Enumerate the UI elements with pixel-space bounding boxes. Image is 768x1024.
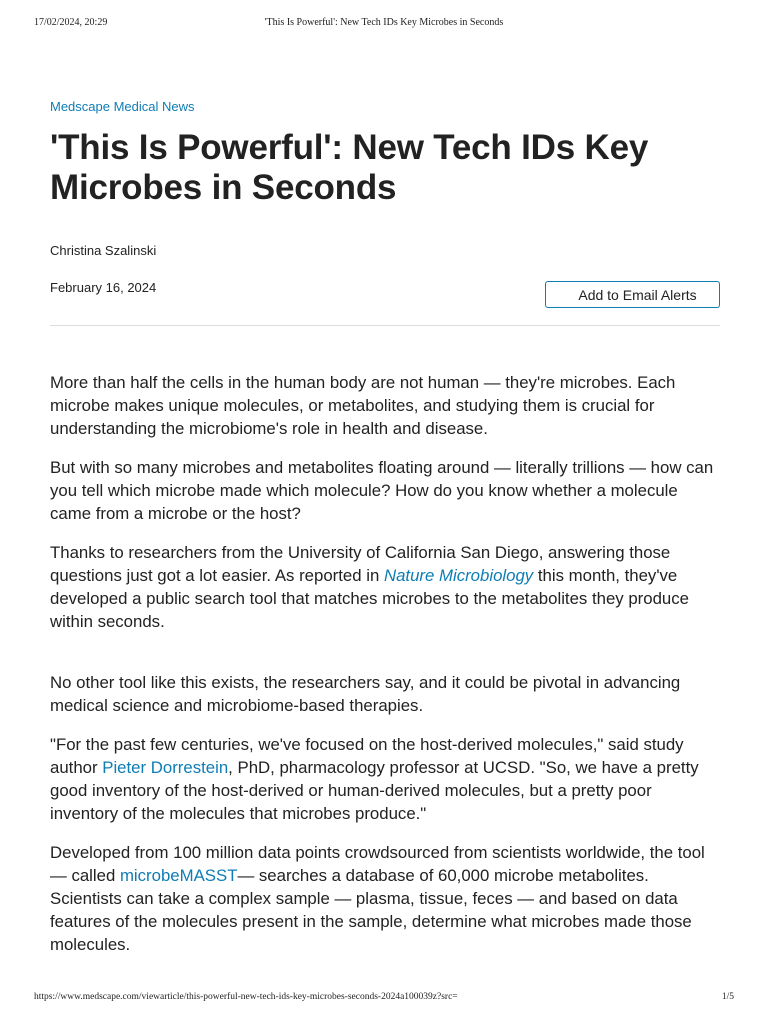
paragraph xyxy=(50,733,720,825)
paragraph-text: Thanks to researchers from the University of California San Diego, answering those questions just got a lot easier. As reported in xyxy=(50,543,671,585)
paragraph: But with so many microbes and metabolites floating around — literally trillions — how can you tell which microbe made which molecule? How do you know whether a molecule came from a microbe or the host? xyxy=(50,458,714,523)
article-meta-bar xyxy=(50,279,720,326)
pieter-dorrestein-link[interactable]: Pieter Dorrestein xyxy=(102,758,229,777)
article-body xyxy=(50,371,720,956)
section-link[interactable]: Medscape Medical News xyxy=(50,99,195,114)
print-footer xyxy=(34,992,734,1006)
microbemasst-link[interactable]: microbeMASST xyxy=(119,866,238,885)
paragraph: No other tool like this exists, the researchers say, and it could be pivotal in advancing medical science and microbiome-based therapies. xyxy=(50,673,681,715)
paragraph-text: — searches a database of 60,000 microbe metabolites. Scientists can take a complex sample — plasma, tissue, feces — and based on data features of the molecules present in the sample, determine what microbes made those molecules. xyxy=(50,866,692,954)
print-datetime: 17/02/2024, 20:29 xyxy=(34,17,108,28)
paragraph-text: "For the past few centuries, we've focused on the host-derived molecules," said study author xyxy=(50,735,684,777)
paragraph xyxy=(50,541,720,633)
print-page-title: 'This Is Powerful': New Tech IDs Key Microbes in Seconds xyxy=(264,17,504,28)
nature-microbiology-link[interactable]: Nature Microbiology xyxy=(383,566,534,585)
paragraph-text: this month, they've developed a public search tool that matches microbes to the metabolites they produce within seconds. xyxy=(50,566,689,631)
paragraph: More than half the cells in the human body are not human — they're microbes. Each microbe makes unique molecules, or metabolites, and studying them is crucial for understanding the microbiome's role in health and disease. xyxy=(50,373,676,438)
print-url: https://www.medscape.com/viewarticle/this-powerful-new-tech-ids-key-microbes-seconds-2024a100039z?src= xyxy=(34,992,458,1002)
paragraph xyxy=(50,841,720,956)
page-indicator: 1/5 xyxy=(721,992,734,1002)
author-name[interactable]: Christina Szalinski xyxy=(50,243,157,258)
article xyxy=(50,98,720,972)
paragraph-text: Developed from 100 million data points crowdsourced from scientists worldwide, the tool — called xyxy=(50,843,705,885)
add-to-email-alerts-button[interactable]: Add to Email Alerts xyxy=(545,281,720,308)
print-header xyxy=(34,17,734,31)
publish-date: February 16, 2024 xyxy=(50,280,157,295)
paragraph-text: , PhD, pharmacology professor at UCSD. "So, we have a pretty good inventory of the host-derived or human-derived molecules, but a pretty poor inventory of the molecules that microbes produce." xyxy=(50,758,699,823)
article-headline: 'This Is Powerful': New Tech IDs Key Microbes in Seconds xyxy=(50,128,649,207)
